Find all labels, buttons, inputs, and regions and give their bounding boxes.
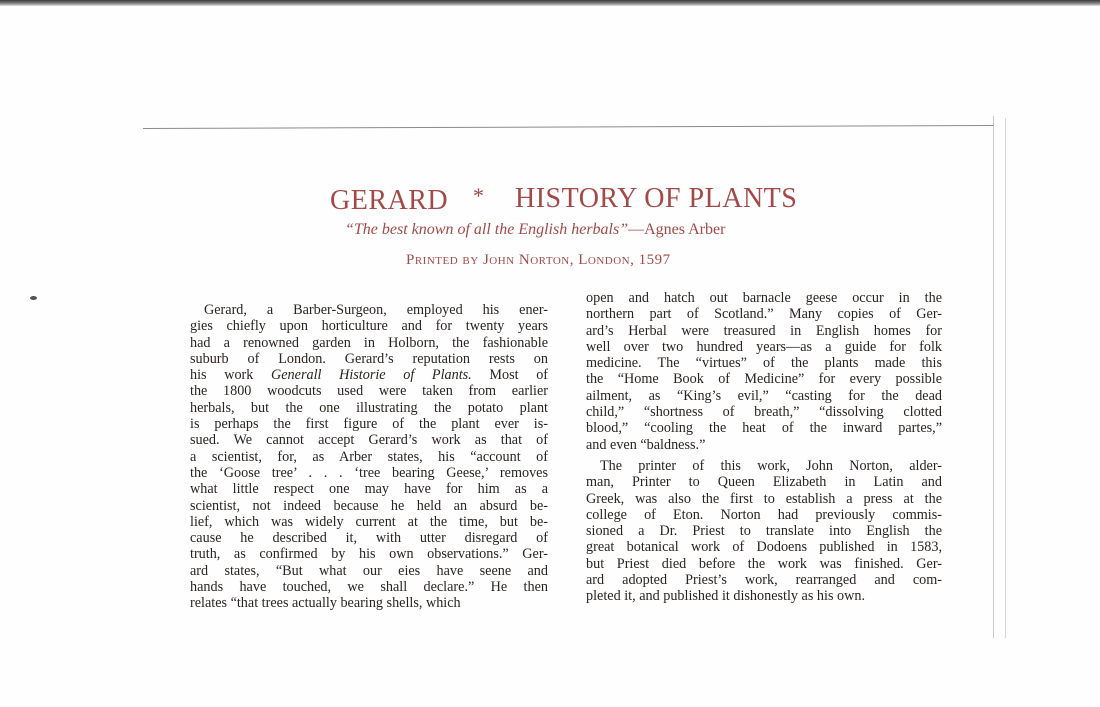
text-line: child,” “shortness of breath,” “dissolving clotted bbox=[586, 404, 942, 421]
text-line: man, Printer to Queen Elizabeth in Latin and bbox=[586, 474, 942, 491]
text-line: well over two hundred years—as a guide for folk bbox=[586, 338, 942, 355]
right-paragraph-1 bbox=[586, 290, 942, 453]
paper-speck bbox=[30, 296, 37, 300]
text-line: The printer of this work, John Norton, alder- bbox=[600, 457, 942, 474]
text-line: had a renowned garden in Holborn, the fashionable bbox=[190, 334, 548, 351]
text-line: open and hatch out barnacle geese occur in the bbox=[586, 290, 942, 306]
text-line: lief, which was widely current at the time, but be- bbox=[190, 513, 548, 530]
text-line: northern part of Scotland.” Many copies of Ger- bbox=[586, 306, 942, 323]
text-line: the 1800 woodcuts used were taken from earlier bbox=[190, 383, 548, 400]
text-line: the ‘Goose tree’ . . . ‘tree bearing Geese,’ removes bbox=[190, 464, 548, 481]
text-line: pleted it, and published it dishonestly as his own. bbox=[586, 588, 865, 605]
text-line: is perhaps the first figure of the plant ever is- bbox=[190, 416, 548, 433]
text-line: sioned a Dr. Priest to translate into English the bbox=[586, 523, 942, 540]
card-top-rule bbox=[143, 125, 993, 129]
epigraph-attribution: —Agnes Arber bbox=[628, 221, 726, 238]
page-title bbox=[330, 185, 800, 223]
text-line: herbals, but the one illustrating the potato plant bbox=[190, 399, 548, 416]
left-column bbox=[190, 302, 548, 612]
right-column bbox=[586, 290, 942, 605]
text-line: Greek, was also the first to establish a press at the bbox=[586, 490, 942, 507]
text-line: medicine. The “virtues” of the plants made this bbox=[586, 355, 942, 372]
card-right-rule bbox=[993, 116, 994, 638]
imprint-line: Printed by John Norton, London, 1597 bbox=[406, 252, 671, 268]
epigraph-quote: “The best known of all the English herbals” bbox=[345, 221, 629, 238]
text-line: gies chiefly upon horticulture and for twenty years bbox=[190, 318, 548, 335]
text-line: sued. We cannot accept Gerard’s work as that of bbox=[190, 432, 548, 449]
text-line: cause he described it, with utter disregard of bbox=[190, 530, 548, 547]
title-work: HISTORY OF PLANTS bbox=[515, 183, 798, 214]
title-author: GERARD bbox=[330, 185, 449, 216]
text-line: scientist, not indeed because he held an absurd be- bbox=[190, 497, 548, 514]
text-line: what little respect one may have for him as a bbox=[190, 481, 548, 498]
text-line: ard’s Herbal were treasured in English homes for bbox=[586, 322, 942, 339]
text-line: and even “baldness.” bbox=[586, 436, 706, 453]
title-asterisk: * bbox=[473, 183, 485, 208]
text-line: but Priest died before the work was finished. Ger- bbox=[586, 555, 942, 572]
text-line: blood,” “cooling the heat of the inward partes,” bbox=[586, 420, 942, 437]
card-right-shadow bbox=[1005, 118, 1006, 638]
text-line: his work Generall Historie of Plants. Most of bbox=[190, 367, 549, 384]
text-line: college of Eton. Norton had previously commis- bbox=[586, 506, 942, 523]
text-line: hands have touched, we shall declare.” He then bbox=[190, 579, 548, 596]
text-line: the “Home Book of Medicine” for every possible bbox=[586, 371, 942, 388]
book-title-italic: Generall Historie of Plants. bbox=[271, 367, 472, 384]
text-line: ard states, “But what our eies have seene and bbox=[190, 562, 548, 579]
text-line: truth, as confirmed by his own observations.” Ger- bbox=[190, 546, 548, 563]
text-line: a scientist, for, as Arber states, his “account of bbox=[190, 448, 548, 465]
text-line: great botanical work of Dodoens published in 1583, bbox=[586, 539, 942, 556]
right-paragraph-2 bbox=[586, 458, 942, 605]
text-line: suburb of London. Gerard’s reputation rests on bbox=[190, 350, 548, 367]
scan-top-edge bbox=[0, 0, 1100, 6]
text-line: relates “that trees actually bearing shells, which bbox=[190, 595, 461, 612]
text-line: ard adopted Priest’s work, rearranged and com- bbox=[586, 572, 942, 589]
epigraph bbox=[345, 221, 805, 239]
text-line: ailment, as “King’s evil,” “casting for the dead bbox=[586, 387, 942, 404]
text-line: Gerard, a Barber-Surgeon, employed his ener- bbox=[204, 302, 548, 318]
